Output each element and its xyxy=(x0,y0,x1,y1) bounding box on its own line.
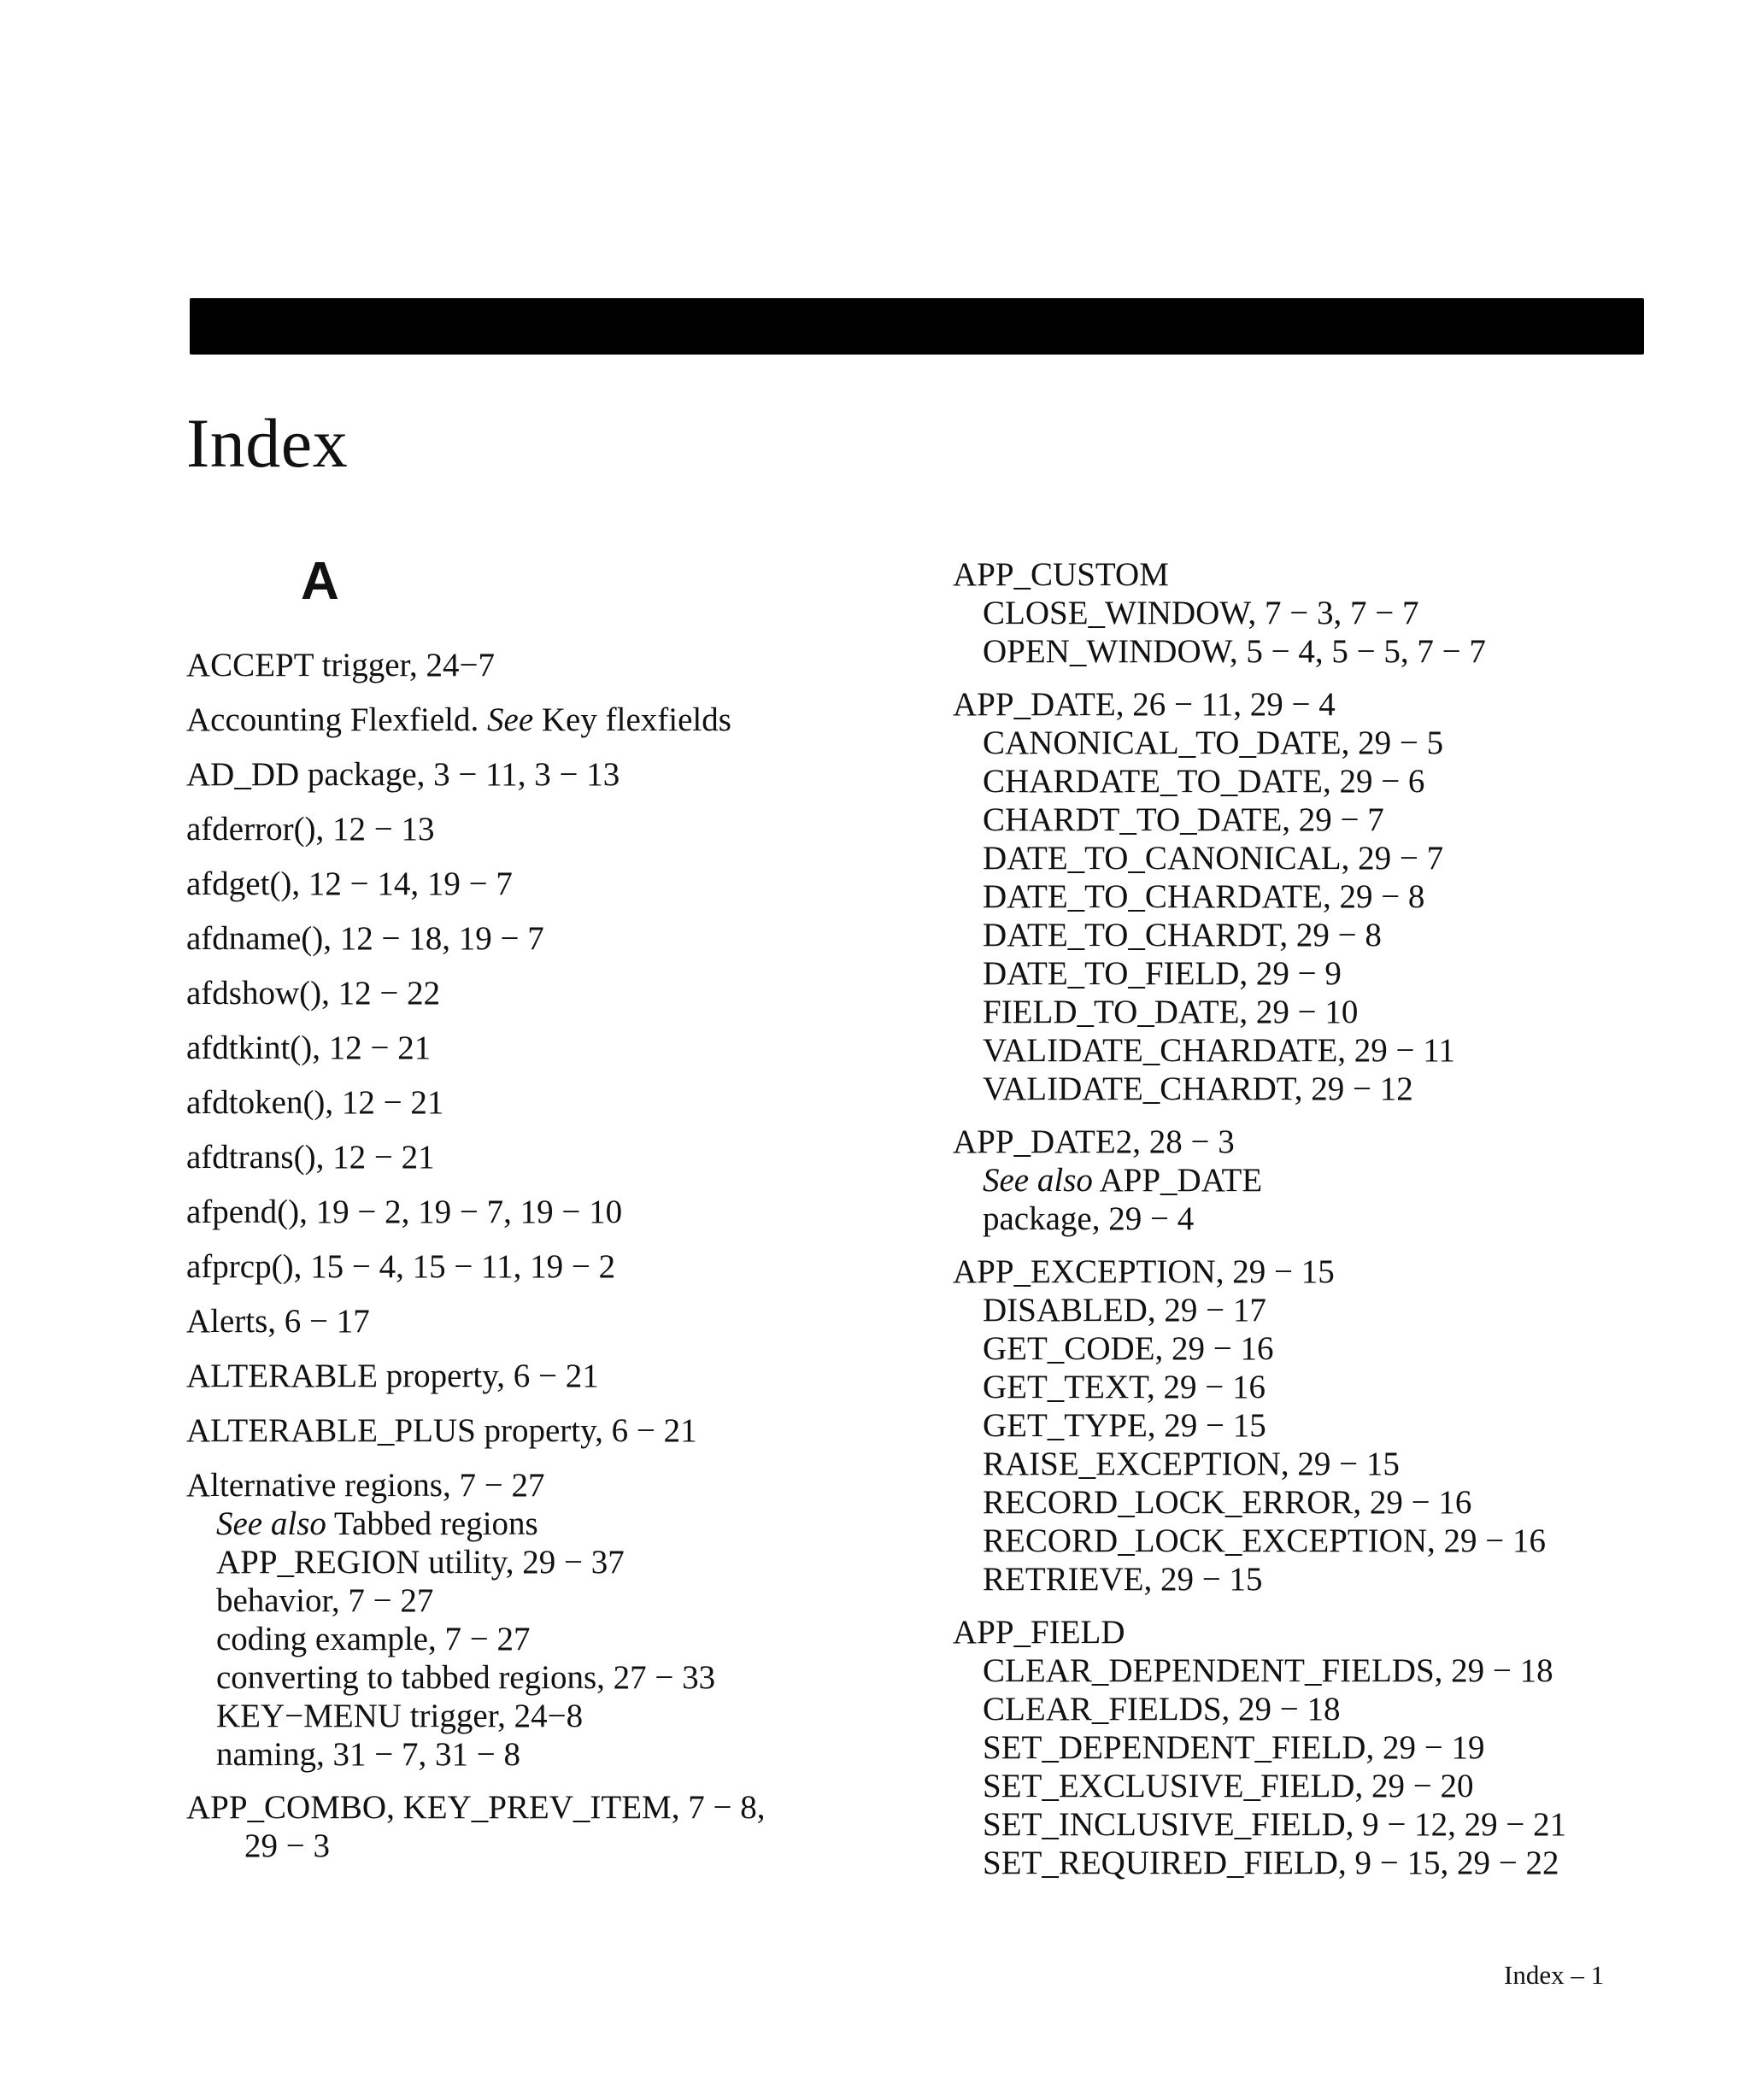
index-entry-text: afdget(), 12 − 14, 19 − 7 xyxy=(186,865,513,902)
index-entry xyxy=(186,1029,836,1067)
see-also-label: See also xyxy=(983,1162,1093,1199)
see-label: See xyxy=(487,701,534,738)
index-entry-text: afderror(), 12 − 13 xyxy=(186,811,435,848)
index-subentry: KEY−MENU trigger, 24−8 xyxy=(216,1698,584,1734)
index-subentry: SET_EXCLUSIVE_FIELD, 29 − 20 xyxy=(983,1768,1474,1804)
index-subentry: FIELD_TO_DATE, 29 − 10 xyxy=(983,994,1359,1030)
index-subentry: package, 29 − 4 xyxy=(983,1200,1195,1237)
index-entry-text: afdshow(), 12 − 22 xyxy=(186,975,441,1012)
index-column-left xyxy=(186,646,836,1880)
page-footer: Index – 1 xyxy=(1504,1960,1605,1990)
index-entry-text: APP_EXCEPTION, 29 − 15 xyxy=(953,1253,1335,1290)
index-entry xyxy=(186,1193,836,1231)
index-entry-text: afdtoken(), 12 − 21 xyxy=(186,1084,444,1121)
index-entry-text: afprcp(), 15 − 4, 15 − 11, 19 − 2 xyxy=(186,1248,616,1285)
index-entry-text: afdtkint(), 12 − 21 xyxy=(186,1029,432,1066)
index-subentry: RECORD_LOCK_EXCEPTION, 29 − 16 xyxy=(983,1522,1547,1559)
index-entry-text: APP_DATE, 26 − 11, 29 − 4 xyxy=(953,686,1336,723)
index-entry xyxy=(186,755,836,794)
index-entry xyxy=(186,1083,836,1122)
index-entry xyxy=(186,919,836,958)
index-entry xyxy=(186,810,836,848)
index-entry-line xyxy=(186,701,836,739)
index-entry-text: Alternative regions, 7 − 27 xyxy=(186,1467,545,1504)
index-subentry: APP_REGION utility, 29 − 37 xyxy=(216,1544,625,1581)
section-letter-heading: A xyxy=(301,552,339,611)
index-entry-text: ALTERABLE_PLUS property, 6 − 21 xyxy=(186,1412,697,1449)
index-subentry: CLEAR_FIELDS, 29 − 18 xyxy=(983,1691,1341,1728)
index-entry-text: APP_COMBO, KEY_PREV_ITEM, 7 − 8, xyxy=(186,1789,766,1826)
index-subentry: converting to tabbed regions, 27 − 33 xyxy=(216,1659,716,1696)
index-column-right xyxy=(953,555,1688,1897)
index-entry xyxy=(186,646,836,684)
index-entry-app-exception xyxy=(953,1252,1688,1598)
index-subentry: DISABLED, 29 − 17 xyxy=(983,1292,1266,1329)
index-entry xyxy=(186,701,836,739)
index-subentry: SET_REQUIRED_FIELD, 9 − 15, 29 − 22 xyxy=(983,1845,1559,1881)
index-entry-alternative-regions xyxy=(186,1466,836,1774)
index-subentry: GET_TYPE, 29 − 15 xyxy=(983,1407,1266,1444)
index-entry xyxy=(186,1302,836,1340)
index-entry-app-custom xyxy=(953,555,1688,671)
see-target: Key flexfields xyxy=(533,701,731,738)
index-entry xyxy=(186,1138,836,1176)
index-subentry: DATE_TO_CHARDT, 29 − 8 xyxy=(983,917,1382,953)
index-subentry: RETRIEVE, 29 − 15 xyxy=(983,1561,1263,1598)
index-subentry: CLOSE_WINDOW, 7 − 3, 7 − 7 xyxy=(983,595,1419,631)
index-subentry: DATE_TO_CHARDATE, 29 − 8 xyxy=(983,878,1425,915)
index-entry-text: Accounting Flexfield. xyxy=(186,701,488,738)
see-also-target: APP_DATE xyxy=(1092,1162,1263,1199)
index-subentry: VALIDATE_CHARDATE, 29 − 11 xyxy=(983,1032,1455,1069)
index-subentry: CHARDATE_TO_DATE, 29 − 6 xyxy=(983,763,1425,800)
index-subentry: VALIDATE_CHARDT, 29 − 12 xyxy=(983,1071,1413,1107)
index-subentry: DATE_TO_FIELD, 29 − 9 xyxy=(983,955,1342,992)
index-subentry: GET_TEXT, 29 − 16 xyxy=(983,1369,1266,1405)
see-also-label: See also xyxy=(216,1505,326,1542)
index-subentry: CLEAR_DEPENDENT_FIELDS, 29 − 18 xyxy=(983,1652,1553,1689)
page-title: Index xyxy=(186,404,349,482)
index-entry-text: afdtrans(), 12 − 21 xyxy=(186,1139,435,1176)
index-entry xyxy=(186,1357,836,1395)
index-entry-app-combo xyxy=(186,1788,836,1865)
index-entry-app-date xyxy=(953,685,1688,1108)
index-entry xyxy=(186,1247,836,1286)
index-entry-app-date2 xyxy=(953,1123,1688,1238)
index-entry-app-field xyxy=(953,1613,1688,1882)
index-entry xyxy=(186,1411,836,1450)
index-entry-text: AD_DD package, 3 − 11, 3 − 13 xyxy=(186,756,620,793)
index-subentry xyxy=(953,1161,1688,1200)
index-entry-text: afpend(), 19 − 2, 19 − 7, 19 − 10 xyxy=(186,1194,623,1230)
index-subentry: RECORD_LOCK_ERROR, 29 − 16 xyxy=(983,1484,1472,1521)
index-entry xyxy=(186,974,836,1012)
index-entry-continuation: 29 − 3 xyxy=(244,1827,330,1864)
index-subentry: OPEN_WINDOW, 5 − 4, 5 − 5, 7 − 7 xyxy=(983,633,1486,670)
index-entry-text: APP_DATE2, 28 − 3 xyxy=(953,1123,1235,1160)
index-subentry: coding example, 7 − 27 xyxy=(216,1621,531,1657)
index-subentry: naming, 31 − 7, 31 − 8 xyxy=(216,1736,520,1773)
index-subentry: GET_CODE, 29 − 16 xyxy=(983,1330,1274,1367)
index-subentry: behavior, 7 − 27 xyxy=(216,1582,434,1619)
index-subentry: CANONICAL_TO_DATE, 29 − 5 xyxy=(983,724,1444,761)
index-entry-text: APP_CUSTOM xyxy=(953,556,1169,593)
index-subentry xyxy=(186,1505,836,1543)
index-entry-text: ACCEPT trigger, 24−7 xyxy=(186,647,495,683)
index-subentry: RAISE_EXCEPTION, 29 − 15 xyxy=(983,1446,1400,1482)
index-entry-text: Alerts, 6 − 17 xyxy=(186,1303,370,1340)
index-entry-text: afdname(), 12 − 18, 19 − 7 xyxy=(186,920,544,957)
index-subentry: SET_DEPENDENT_FIELD, 29 − 19 xyxy=(983,1729,1485,1766)
index-entry-text: APP_FIELD xyxy=(953,1614,1125,1651)
index-subentry: CHARDT_TO_DATE, 29 − 7 xyxy=(983,801,1384,838)
see-also-target: Tabbed regions xyxy=(326,1505,538,1542)
index-entry xyxy=(186,865,836,903)
index-entry-text: ALTERABLE property, 6 − 21 xyxy=(186,1358,599,1394)
index-subentry: DATE_TO_CANONICAL, 29 − 7 xyxy=(983,840,1444,877)
index-subentry: SET_INCLUSIVE_FIELD, 9 − 12, 29 − 21 xyxy=(983,1806,1567,1843)
header-rule-bar xyxy=(190,298,1644,355)
